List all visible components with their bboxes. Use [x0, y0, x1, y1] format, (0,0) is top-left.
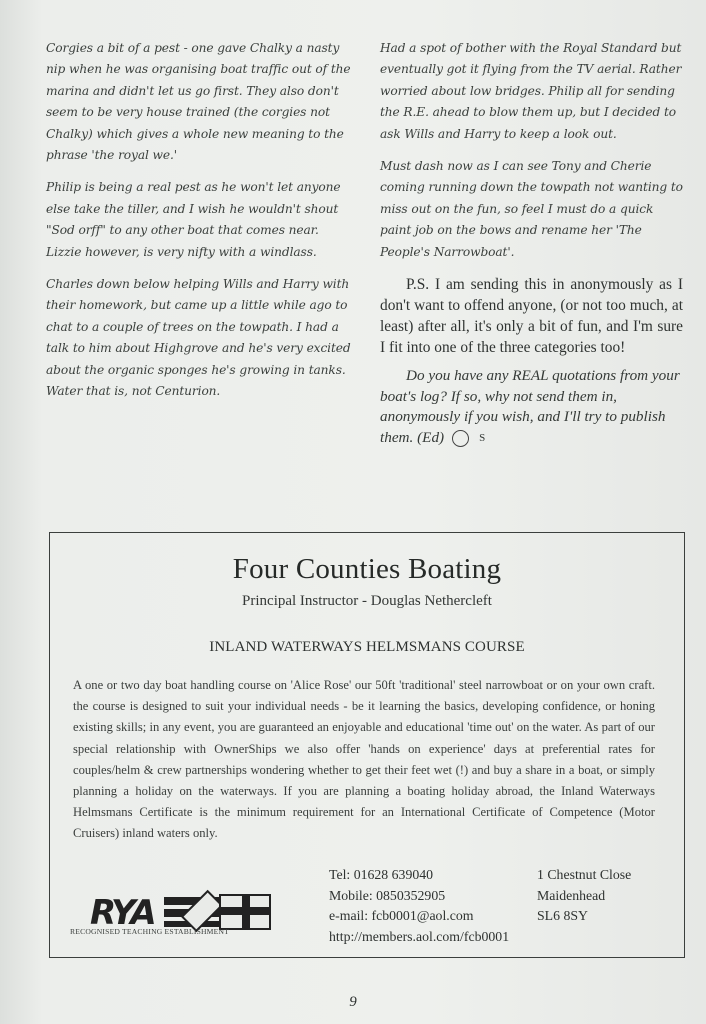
editor-note	[380, 366, 683, 448]
paragraph-corgies: Corgies a bit of a pest - one gave Chalky a nasty nip when he was organising boat traffic out of the marina and didn't let us go first. They also don't seem to be very house trained (the corgies not Chalky) which gives a whole new meaning to the phrase 'the royal we.'	[46, 41, 351, 163]
postscript: P.S. I am sending this in anonymously as I don't want to offend anyone, (or not too much, at least) after all, it's only a bit of fun, and I'm sure I fit into one of the three categories too!	[380, 276, 683, 357]
advert-body: A one or two day boat handling course on 'Alice Rose' our 50ft 'traditional' steel narrowboat or on your own craft. the course is designed to suit your individual needs - be it learning the basics, developing confidence, or honing existing skills; in any event, you are guaranteed an enjoyable and educational 'time out' on the water. As part of our special relationship with OwnerShips we also offer 'hands on experience' days at preferential rates for couples/helm & crew partnerships wondering whether to get their feet wet (!) and buy a share in a boat, or simply planning a holiday on the waterways. If you are planning a boating holiday abroad, the Inland Waterways Helmsmans Certificate is the minimum requirement for an International Certificate of Competence (Motor Cruisers) inland waters only.	[73, 678, 655, 841]
contact-email: e-mail: fcb0001@aol.com	[329, 908, 474, 924]
contact-web: http://members.aol.com/fcb0001	[329, 928, 510, 944]
editor-note-text: Do you have any REAL quotations from your boat's log? If so, why not send them in, anonymously if you wish, and I'll try to publish them. (Ed)	[380, 367, 680, 446]
address-line-1: 1 Chestnut Close	[537, 867, 632, 882]
page-number: 9	[349, 994, 357, 1010]
advert-box	[49, 532, 685, 958]
contact-mobile: Mobile: 0850352905	[329, 887, 446, 903]
paragraph-charles: Charles down below helping Wills and Harry with their homework, but came up a little while ago to chat to a couple of trees on the towpath. I had a talk to him about Highgrove and he's very excited about the organic sponges he's growing in tanks. Water that is, not Centurion.	[46, 277, 351, 399]
end-mark-icon: S	[452, 430, 469, 447]
paragraph-royal-standard: Had a spot of bother with the Royal Standard but eventually got it flying from the TV aerial. Rather worried about low bridges. Philip all for sending the R.E. ahead to blow them up, but I decided to ask Wills and Harry to keep a look out.	[380, 41, 682, 141]
advert-course-heading: INLAND WATERWAYS HELMSMANS COURSE	[209, 639, 525, 655]
left-column	[46, 38, 356, 414]
paragraph-philip: Philip is being a real pest as he won't let anyone else take the tiller, and I wish he wouldn't shout "Sod orff" to any other boat that comes near. Lizzie however, is very nifty with a windlass.	[46, 180, 341, 259]
rya-caption: RECOGNISED TEACHING ESTABLISHMENT	[70, 927, 229, 936]
contact-details	[329, 865, 509, 947]
right-column	[380, 38, 683, 448]
advert-subtitle: Principal Instructor - Douglas Nethercleft	[242, 593, 492, 609]
address-line-3: SL6 8SY	[537, 908, 588, 924]
advert-title: Four Counties Boating	[232, 553, 502, 585]
paragraph-tony-cherie: Must dash now as I can see Tony and Cherie coming running down the towpath not wanting to miss out on the fun, so feel I must do a quick paint job on the bows and rename her 'The People's Narrowboat'.	[380, 159, 683, 259]
rya-logo-text: RYA	[90, 893, 155, 933]
contact-tel: Tel: 01628 639040	[329, 867, 434, 882]
address-line-2: Maidenhead	[537, 887, 606, 903]
postal-address	[537, 865, 631, 927]
